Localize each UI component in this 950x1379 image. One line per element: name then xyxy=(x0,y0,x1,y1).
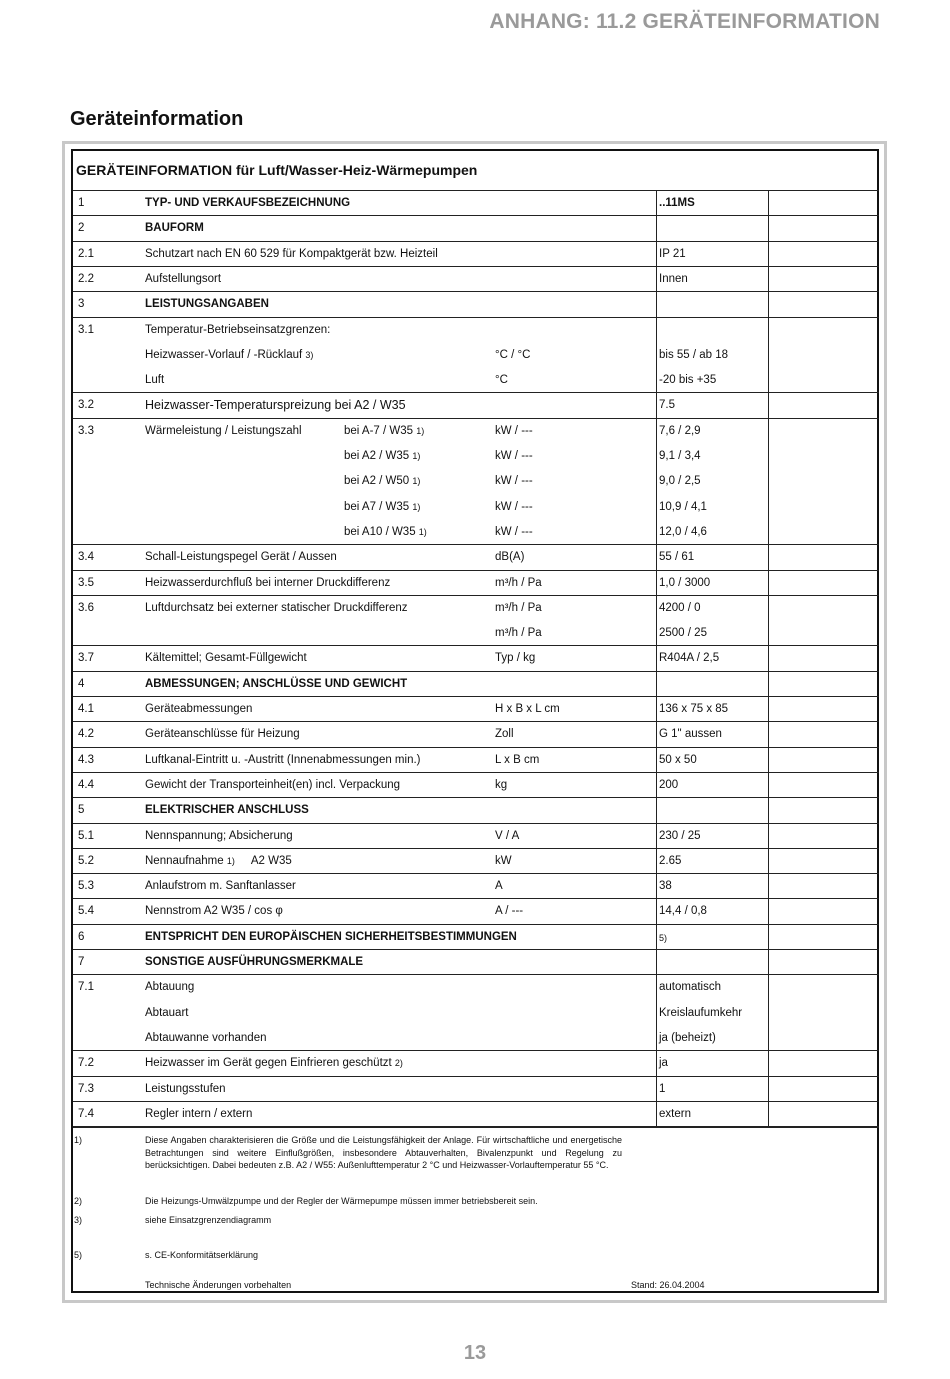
row-label xyxy=(145,272,221,286)
table-title: GERÄTEINFORMATION für Luft/Wasser-Heiz-Wärmepumpen xyxy=(76,162,478,178)
row-value: 7,6 / 2,9 xyxy=(659,424,701,437)
row-unit: °C xyxy=(495,374,508,387)
row-value: 12,0 / 4,6 xyxy=(659,525,707,538)
row-condition-text: bei A7 / W35 xyxy=(344,500,413,513)
row-rule xyxy=(73,266,879,267)
footnote-mark: 1) xyxy=(74,1135,83,1145)
row-rule xyxy=(73,974,879,975)
row-value: ja (beheizt) xyxy=(659,1031,716,1044)
row-number: 4 xyxy=(78,677,85,690)
row-value: Kreislaufumkehr xyxy=(659,1006,743,1019)
row-label xyxy=(145,727,300,741)
row-label-text: Gewicht der Transporteinheit(en) incl. Verpackung xyxy=(145,778,401,791)
row-label xyxy=(145,651,307,665)
row-value: 14,4 / 0,8 xyxy=(659,905,707,918)
row-label-text: Nennaufnahme xyxy=(145,854,227,867)
row-unit: V / A xyxy=(495,829,520,842)
row-condition xyxy=(344,500,420,514)
row-value: 9,0 / 2,5 xyxy=(659,475,701,488)
row-label-text: Heizwasser-Vorlauf / -Rücklauf xyxy=(145,348,306,361)
row-unit: °C / °C xyxy=(495,348,531,361)
row-rule xyxy=(73,873,879,874)
row-label-text: Abtauwanne vorhanden xyxy=(145,1031,267,1044)
row-label xyxy=(145,854,292,868)
row-unit: kW / --- xyxy=(495,475,533,488)
row-rule xyxy=(73,595,879,596)
row-label xyxy=(145,980,194,994)
row-label-text: Temperatur-Betriebseinsatzgrenzen: xyxy=(145,323,331,336)
row-rule xyxy=(73,797,879,798)
row-label xyxy=(145,702,252,716)
row-condition-text: bei A10 / W35 xyxy=(344,525,419,538)
row-label xyxy=(145,576,390,590)
row-rule xyxy=(73,570,879,571)
row-label-text: ELEKTRISCHER ANSCHLUSS xyxy=(145,804,309,817)
row-label xyxy=(145,297,269,311)
row-label xyxy=(145,196,350,210)
row-value: 50 x 50 xyxy=(659,753,697,766)
footnote-mark: 2) xyxy=(74,1196,83,1206)
row-value: 1,0 / 3000 xyxy=(659,576,711,589)
row-label-text: Heizwasser im Gerät gegen Einfrieren geschützt xyxy=(145,1057,395,1070)
row-rule xyxy=(73,696,879,697)
row-condition xyxy=(344,474,420,488)
row-number: 3.2 xyxy=(78,399,94,412)
row-label-text: Schutzart nach EN 60 529 für Kompaktgerät bzw. Heizteil xyxy=(145,247,438,260)
row-unit: kW / --- xyxy=(495,424,533,437)
row-number: 3.7 xyxy=(78,652,94,665)
row-label xyxy=(145,1056,403,1070)
row-number: 7.4 xyxy=(78,1107,94,1120)
row-label xyxy=(145,373,164,387)
row-number: 5.3 xyxy=(78,880,94,893)
row-value: bis 55 / ab 18 xyxy=(659,348,729,361)
row-number: 7.1 xyxy=(78,981,94,994)
row-label-text: SONSTIGE AUSFÜHRUNGSMERKMALE xyxy=(145,956,364,968)
row-label-text: Kältemittel; Gesamt-Füllgewicht xyxy=(145,652,307,665)
row-value: -20 bis +35 xyxy=(659,374,717,387)
footnote-ref: 1) xyxy=(412,451,421,461)
page-title: Geräteinformation xyxy=(70,108,244,130)
footnote-ref: 1) xyxy=(226,855,235,866)
row-number: 1 xyxy=(78,197,85,209)
row-rule xyxy=(73,241,879,242)
row-unit: Zoll xyxy=(495,728,514,741)
row-label-text: Nennspannung; Absicherung xyxy=(145,829,293,842)
row-label-text: Heizwasser-Temperaturspreizung bei A2 / W35 xyxy=(145,398,406,413)
row-label xyxy=(145,677,407,691)
row-number: 6 xyxy=(78,930,85,943)
table-rule xyxy=(73,190,879,191)
row-rule xyxy=(73,772,879,773)
row-condition xyxy=(344,449,420,463)
row-condition xyxy=(344,525,427,539)
row-value: automatisch xyxy=(659,981,722,994)
row-value: IP 21 xyxy=(659,247,686,260)
row-label xyxy=(145,550,337,564)
row-value: 2500 / 25 xyxy=(659,627,707,640)
row-rule xyxy=(73,949,879,950)
footnote-text: siehe Einsatzgrenzendiagramm xyxy=(145,1215,272,1225)
row-label xyxy=(145,1082,226,1096)
row-label-text: ENTSPRICHT DEN EUROPÄISCHEN SICHERHEITSBESTIMMUNGEN xyxy=(145,930,517,943)
row-number: 3.6 xyxy=(78,601,94,614)
row-label xyxy=(145,955,363,969)
row-value: 38 xyxy=(659,880,672,893)
row-number: 2.2 xyxy=(78,272,94,285)
row-label xyxy=(145,247,438,261)
row-label-text: Abtauart xyxy=(145,1006,189,1019)
row-label-text: BAUFORM xyxy=(145,222,204,235)
row-value: 1 xyxy=(659,1082,666,1095)
row-value: ja xyxy=(659,1057,668,1070)
row-unit: kW / --- xyxy=(495,525,533,538)
row-unit: m³/h / Pa xyxy=(495,627,542,640)
row-number: 4.1 xyxy=(78,703,94,715)
row-value: 5) xyxy=(659,932,668,943)
row-condition-text: bei A2 / W35 xyxy=(344,450,413,462)
row-label xyxy=(145,601,408,615)
row-label-text: Geräteanschlüsse für Heizung xyxy=(145,728,300,741)
row-label xyxy=(145,398,406,412)
row-number: 4.3 xyxy=(78,753,94,766)
row-value: R404A / 2,5 xyxy=(659,652,720,665)
row-unit: kg xyxy=(495,778,508,791)
row-condition-text: bei A-7 / W35 xyxy=(344,424,417,437)
row-label-text: Anlaufstrom m. Sanftanlasser xyxy=(145,880,296,893)
footnote-text: Die Heizungs-Umwälzpumpe und der Regler der Wärmepumpe müssen immer betriebsbereit sein. xyxy=(145,1196,538,1206)
row-value: 10,9 / 4,1 xyxy=(659,500,707,513)
footnote-ref: 1) xyxy=(418,526,427,537)
row-rule xyxy=(73,671,879,672)
row-value: Innen xyxy=(659,272,688,285)
row-label-text: LEISTUNGSANGABEN xyxy=(145,298,269,311)
row-label xyxy=(145,803,309,817)
row-label xyxy=(145,753,421,767)
row-number: 5.2 xyxy=(78,854,94,867)
row-rule xyxy=(73,317,879,318)
row-label xyxy=(145,879,296,893)
footnote-text: Diese Angaben charakterisieren die Größe und die Leistungsfähigkeit der Anlage. Für wirtschaftliche und energetische Betrachtungen sind weitere Einflußgrößen, insbesondere Abtauverhalten, Bivalenzpunkt und Regelung zu berücksichtigen. Dabei bedeuten z.B. A2 / W55: Außenlufttemperatur 2 °C und Heizwasser-Vorlauftemperatur 55 °C. xyxy=(145,1135,622,1171)
row-label-text: Nennstrom A2 W35 / cos φ xyxy=(145,905,283,918)
row-number: 5 xyxy=(78,804,85,817)
row-unit: m³/h / Pa xyxy=(495,601,542,614)
row-rule xyxy=(73,747,879,748)
table-bottom-rule xyxy=(73,1127,879,1128)
row-label xyxy=(145,221,204,235)
row-rule xyxy=(73,1050,879,1051)
row-label-text: Abtauung xyxy=(145,981,195,994)
footnote-ref: 1) xyxy=(412,501,421,512)
row-number: 5.1 xyxy=(78,829,94,842)
row-value: 9,1 / 3,4 xyxy=(659,450,701,462)
row-rule xyxy=(73,1101,879,1102)
row-label-text: Regler intern / extern xyxy=(145,1107,253,1120)
row-label-suffix: A2 W35 xyxy=(250,854,292,867)
row-number: 3.1 xyxy=(78,323,94,336)
row-value: 55 / 61 xyxy=(659,551,695,564)
row-label xyxy=(145,348,313,362)
page-number: 13 xyxy=(463,1342,487,1364)
footnote-ref: 2) xyxy=(394,1058,403,1069)
value-column-rule xyxy=(656,190,657,1126)
row-rule xyxy=(73,418,879,419)
row-label xyxy=(145,323,330,337)
row-label-text: Luft xyxy=(145,374,165,387)
row-value: 200 xyxy=(659,778,679,791)
row-unit: A / --- xyxy=(495,905,524,918)
row-label-text: Luftdurchsatz bei externer statischer Druckdifferenz xyxy=(145,601,408,614)
row-label-text: ABMESSUNGEN; ANSCHLÜSSE UND GEWICHT xyxy=(145,677,408,690)
row-label-text: Luftkanal-Eintritt u. -Austritt (Innenabmessungen min.) xyxy=(145,753,421,766)
row-number: 7 xyxy=(78,956,85,968)
row-value: extern xyxy=(659,1107,691,1120)
footnote-mark: 5) xyxy=(74,1250,83,1260)
row-unit: Typ / kg xyxy=(495,652,536,665)
row-label xyxy=(145,1006,188,1020)
row-rule xyxy=(73,1076,879,1077)
row-unit: m³/h / Pa xyxy=(495,576,542,589)
row-label-text: TYP- UND VERKAUFSBEZEICHNUNG xyxy=(145,197,351,209)
row-label-text: Schall-Leistungspegel Gerät / Aussen xyxy=(145,551,337,564)
row-unit: A xyxy=(495,880,503,893)
row-unit: H x B x L cm xyxy=(495,703,560,715)
row-label xyxy=(145,424,302,438)
row-unit: kW xyxy=(495,854,512,867)
row-rule xyxy=(73,645,879,646)
row-rule xyxy=(73,898,879,899)
row-label xyxy=(145,1031,267,1045)
row-rule xyxy=(73,924,879,925)
row-label-text: Geräteabmessungen xyxy=(145,703,253,715)
row-rule xyxy=(73,215,879,216)
row-value: G 1" aussen xyxy=(659,728,722,741)
row-number: 3.5 xyxy=(78,576,94,589)
row-label xyxy=(145,904,283,918)
row-label xyxy=(145,1107,252,1121)
row-value: ..11MS xyxy=(659,197,695,209)
row-label-text: Leistungsstufen xyxy=(145,1082,226,1095)
row-number: 2.1 xyxy=(78,247,94,260)
row-number: 3.3 xyxy=(78,424,94,437)
row-label-text: Heizwasserdurchfluß bei interner Druckdifferenz xyxy=(145,576,391,589)
row-rule xyxy=(73,544,879,545)
row-number: 4.2 xyxy=(78,728,94,741)
row-rule xyxy=(73,721,879,722)
row-unit: kW / --- xyxy=(495,500,533,513)
row-unit: L x B cm xyxy=(495,753,540,766)
footnote-ref: 1) xyxy=(412,476,421,487)
row-number: 3 xyxy=(78,298,85,311)
row-label xyxy=(145,778,400,792)
row-number: 3.4 xyxy=(78,551,94,564)
page-header: ANHANG: 11.2 GERÄTEINFORMATION xyxy=(489,10,880,33)
footer-right: Stand: 26.04.2004 xyxy=(631,1280,705,1290)
row-value: 230 / 25 xyxy=(659,829,701,842)
row-rule xyxy=(73,392,879,393)
row-label xyxy=(145,829,293,843)
row-value: 7.5 xyxy=(659,399,675,412)
row-rule xyxy=(73,291,879,292)
row-unit: kW / --- xyxy=(495,450,533,462)
row-label-text: Aufstellungsort xyxy=(145,272,222,285)
row-value: 4200 / 0 xyxy=(659,601,701,614)
row-condition xyxy=(344,424,424,438)
row-number: 4.4 xyxy=(78,778,94,791)
row-rule xyxy=(73,848,879,849)
footnote-text: s. CE-Konformitätserklärung xyxy=(145,1250,259,1260)
footnote-mark: 3) xyxy=(74,1215,83,1225)
row-unit: dB(A) xyxy=(495,551,525,564)
row-number: 2 xyxy=(78,222,85,235)
row-label xyxy=(145,930,517,944)
row-number: 7.2 xyxy=(78,1057,94,1070)
row-label-text: Wärmeleistung / Leistungszahl xyxy=(145,424,302,437)
row-condition-text: bei A2 / W50 xyxy=(344,475,413,488)
row-value: 136 x 75 x 85 xyxy=(659,703,729,715)
row-value: 2.65 xyxy=(659,854,682,867)
blank-column-rule xyxy=(768,190,769,1126)
footnote-ref: 3) xyxy=(305,349,314,360)
row-rule xyxy=(73,823,879,824)
footer-left: Technische Änderungen vorbehalten xyxy=(145,1280,292,1290)
row-number: 5.4 xyxy=(78,905,94,918)
row-number: 7.3 xyxy=(78,1082,94,1095)
footnote-ref: 1) xyxy=(416,425,425,436)
